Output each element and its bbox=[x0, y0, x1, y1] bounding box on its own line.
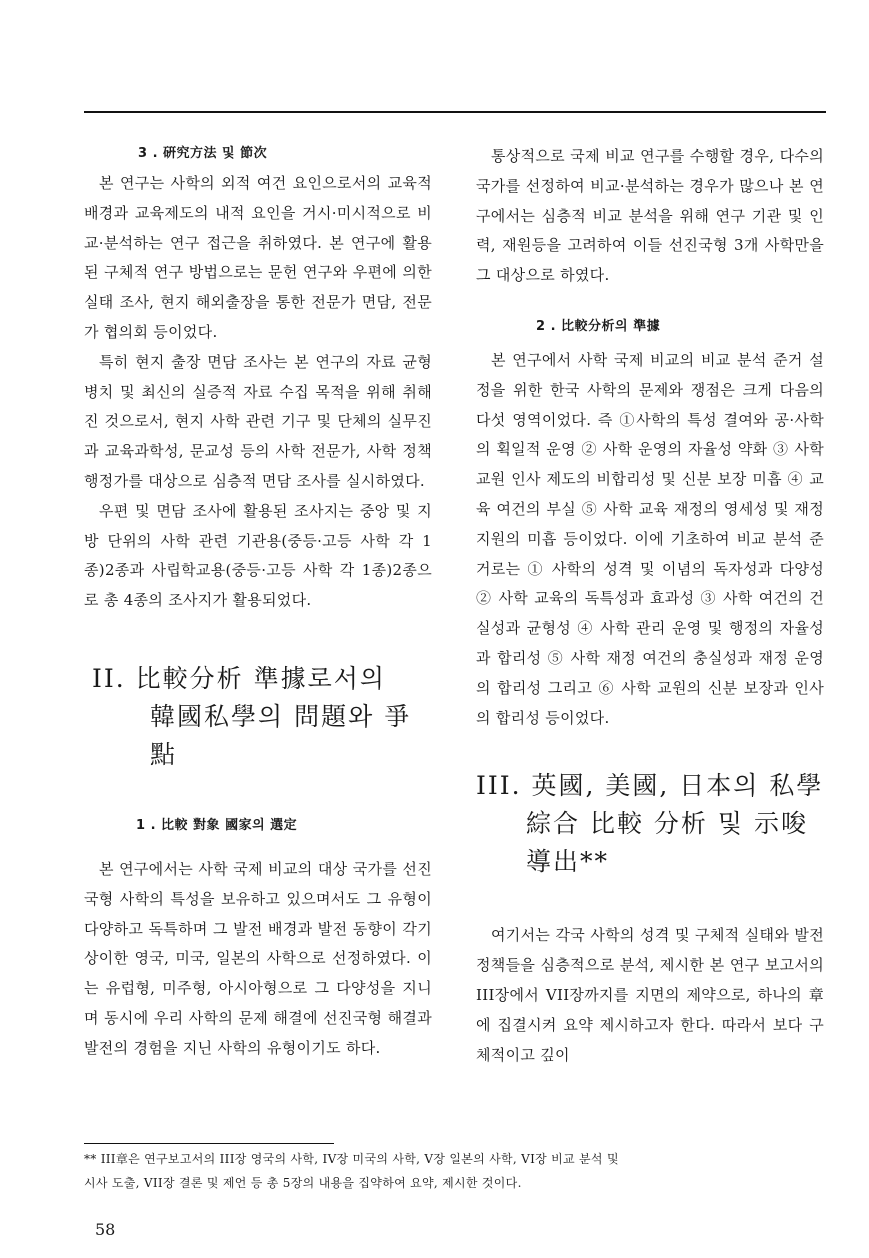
footnote-rule bbox=[84, 1143, 334, 1144]
paragraph: 통상적으로 국제 비교 연구를 수행할 경우, 다수의 국가를 선정하여 비교·분석하는 경우가 많으나 본 연구에서는 심층적 비교 분석을 위해 연구 기관 및 인력, 재원등을 고려하여 이들 선진국형 3개 사학만을 그 대상으로 하였다. bbox=[476, 147, 824, 285]
footnote-line: 시사 도출, VII장 결론 및 제언 등 총 5장의 내용을 집약하여 요약, 제시한 것이다. bbox=[84, 1176, 522, 1190]
top-rule bbox=[84, 111, 826, 113]
paragraph: 특히 현지 출장 면담 조사는 본 연구의 자료 균형 병치 및 최신의 실증적 자료 수집 목적을 위해 취해진 것으로서, 현지 사학 관련 기구 및 단체의 실무진과 교육과학성, 문교성 등의 사학 전문가, 사학 정책 행정가를 대상으로 심층적 면담 조사를 실시하였다. bbox=[84, 352, 432, 490]
chapter-title-line: 導出** bbox=[526, 847, 610, 877]
left-column bbox=[84, 142, 432, 1064]
paragraph: 본 연구에서는 사학 국제 비교의 대상 국가를 선진국형 사학의 특성을 보유하고 있으며서도 그 유형이 다양하고 독특하며 그 발전 배경과 발전 동향이 각기 상이한 영국, 미국, 일본의 사학으로 선정하였다. 이는 유럽형, 미주형, 아시아형으로 그 다양성을 지니며 동시에 우리 사학의 문제 해결에 선진국형 해결과 발전의 경험을 지닌 사학의 유형이기도 하다. bbox=[84, 859, 432, 1057]
chapter-title-line: III. 英國, 美國, 日本의 私學 bbox=[476, 771, 824, 801]
footnote bbox=[84, 1147, 826, 1195]
footnote-line: ** III章은 연구보고서의 III장 영국의 사학, IV장 미국의 사학, V장 일본의 사학, VI장 비교 분석 및 bbox=[84, 1152, 619, 1166]
chapter-title-line: II. 比較分析 準據로서의 bbox=[92, 663, 387, 693]
right-column bbox=[476, 142, 824, 1070]
paragraph: 본 연구는 사학의 외적 여건 요인으로서의 교육적 배경과 교육제도의 내적 요인을 거시·미시적으로 비교·분석하는 연구 접근을 취하였다. 본 연구에 활용된 구체적 연구 방법으로는 문헌 연구와 우편에 의한 실태 조사, 현지 해외출장을 통한 전문가 면담, 전문가 협의회 등이었다. bbox=[84, 174, 432, 341]
paragraph: 본 연구에서 사학 국제 비교의 비교 분석 준거 설정을 위한 한국 사학의 문제와 쟁점은 크게 다음의 다섯 영역이었다. 즉 ①사학의 특성 결여와 공·사학의 획일적 운영 ② 사학 운영의 자율성 약화 ③ 사학 교원 인사 제도의 비합리성 및 신분 보장 미흡 ④ 교육 여건의 부실 ⑤ 사학 교육 재정의 영세성 및 재정 지원의 미흡 등이었다. 이에 기초하여 비교 분석 준거로는 ① 사학의 성격 및 이념의 독자성과 다양성 ② 사학 교육의 독특성과 효과성 ③ 사학 여건의 건실성과 균형성 ④ 사학 관리 운영 및 행정의 자율성과 합리성 ⑤ 사학 재정 여건의 충실성과 재정 운영의 합리성 그리고 ⑥ 사학 교원의 신분 보장과 인사의 합리성 등이었다. bbox=[476, 350, 824, 727]
paragraph: 우편 및 면담 조사에 활용된 조사지는 중앙 및 지방 단위의 사학 관련 기관용(중등·고등 사학 각 1종)2종과 사립학교용(중등·고등 사학 각 1종)2종으로 총 4종의 조사지가 활용되었다. bbox=[84, 501, 432, 610]
chapter-title-line: 綜合 比較 分析 및 示唆 bbox=[526, 809, 808, 839]
chapter-title-line: 韓國私學의 問題와 爭點 bbox=[150, 701, 412, 769]
chapter-title bbox=[92, 660, 432, 774]
section-heading-selection: 1 . 比較 對象 國家의 選定 bbox=[136, 817, 298, 833]
page-number: 58 bbox=[95, 1220, 116, 1239]
paragraph: 여기서는 각국 사학의 성격 및 구체적 실태와 발전 정책들을 심층적으로 분석, 제시한 본 연구 보고서의 III장에서 VII장까지를 지면의 제약으로, 하나의 章에 집결시켜 요약 제시하고자 한다. 따라서 보다 구체적이고 깊이 bbox=[476, 926, 824, 1064]
section-heading-methods: 3 . 硏究方法 및 節次 bbox=[138, 146, 268, 161]
chapter-title bbox=[476, 767, 824, 881]
section-heading-criteria: 2 . 比較分析의 準據 bbox=[536, 318, 661, 334]
